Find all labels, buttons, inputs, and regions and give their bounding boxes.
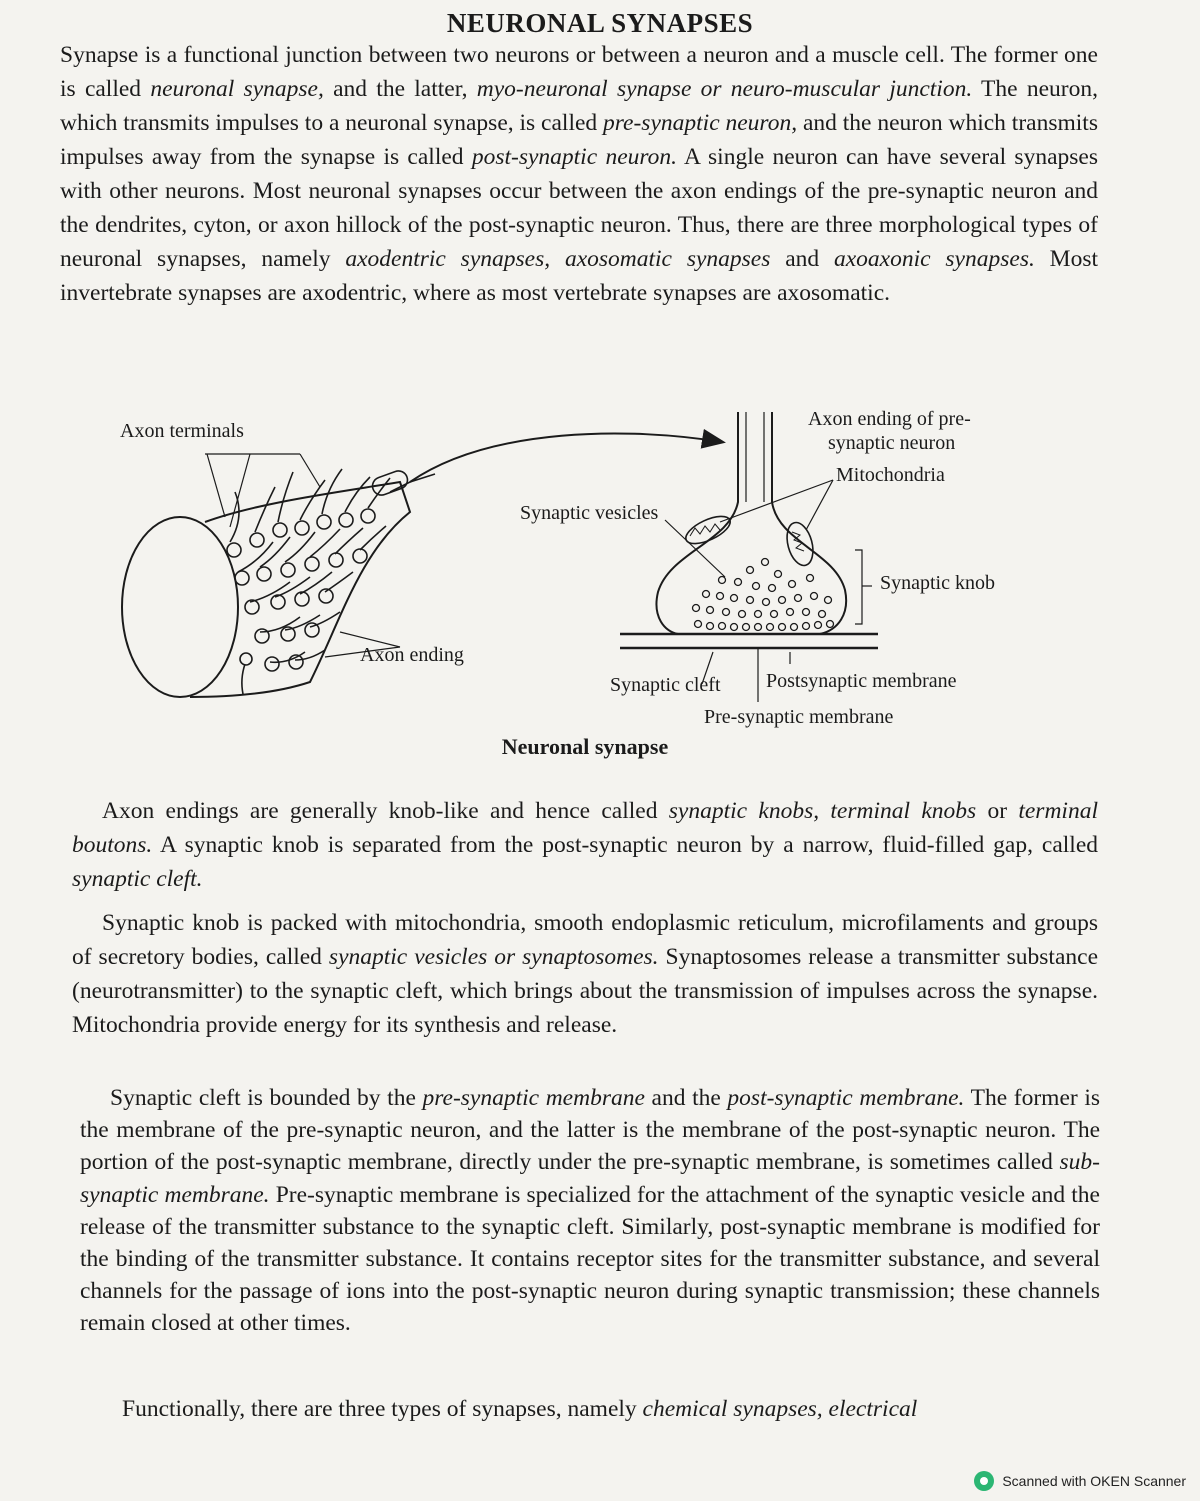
text-run: and bbox=[770, 246, 834, 272]
label-presynaptic-membrane: Pre-synaptic membrane bbox=[704, 706, 894, 728]
text-run: Synapse is a functional junction between two neurons or between a neuron and a muscle cell. The former one is called bbox=[60, 42, 1098, 102]
scanner-watermark bbox=[974, 1471, 1186, 1491]
text-run: Synaptic cleft is bounded by the bbox=[110, 1085, 423, 1111]
text-run: Synaptic knob is packed with mitochondria, smooth endoplasmic reticulum, microfilaments and groups of secretory bodies, called bbox=[72, 910, 1098, 970]
italic-term: synaptic vesicles or synaptosomes. bbox=[328, 944, 659, 970]
text-run: and the neuron which transmits impulses away from the synapse is called bbox=[60, 110, 1098, 170]
label-axon-terminals: Axon terminals bbox=[120, 420, 244, 442]
text-run: Most invertebrate synapses are axodentric, where as most vertebrate synapses are axosomatic. bbox=[60, 246, 1099, 306]
page-title: NEURONAL SYNAPSES bbox=[446, 8, 754, 38]
text-run: and the latter, bbox=[323, 76, 477, 102]
paragraph-synaptic-knob-contents bbox=[72, 906, 1098, 1042]
scanner-text: Scanned with OKEN Scanner bbox=[1002, 1473, 1186, 1489]
text-run: Pre-synaptic membrane is specialized for the attachment of the synaptic vesicle and the release of the transmitter substance to the synaptic cleft. Similarly, post-synaptic membrane is modified for the binding of the transmitter substance. It contains receptor sites for the transmitter substance, and several channels for the passage of ions into the post-synaptic neuron during synaptic transmission; these channels remain closed at other times. bbox=[80, 1181, 1100, 1337]
label-axon-ending-pre-line1: Axon ending of pre- bbox=[808, 408, 971, 430]
italic-term: pre-synaptic membrane bbox=[422, 1085, 645, 1111]
pointer-arrow bbox=[410, 433, 722, 482]
text-run: The former is the membrane of the pre-synaptic neuron, and the latter is the membrane of the post-synaptic neuron. The portion of the post-synaptic membrane, directly under the pre-synaptic membrane, is sometimes called bbox=[80, 1085, 1101, 1176]
neuronal-synapse-figure bbox=[110, 402, 1070, 782]
italic-term: terminal boutons. bbox=[72, 798, 1098, 858]
label-axon-ending-pre-line2: synaptic neuron bbox=[828, 432, 956, 454]
italic-term: axoaxonic synapses. bbox=[834, 246, 1035, 272]
italic-term: synaptic knobs, terminal knobs bbox=[668, 798, 977, 824]
text-run: The neuron, which transmits impulses to a neuronal synapse, is called bbox=[60, 76, 1098, 136]
label-axon-ending: Axon ending bbox=[360, 644, 464, 666]
text-run: and the bbox=[644, 1085, 728, 1111]
text-run: A synaptic knob is separated from the post-synaptic neuron by a narrow, fluid-filled gap, called bbox=[152, 832, 1098, 858]
italic-term: post-synaptic membrane. bbox=[727, 1085, 965, 1111]
label-synaptic-cleft: Synaptic cleft bbox=[610, 674, 721, 696]
italic-term: neuronal synapse, bbox=[150, 76, 324, 102]
italic-term: synaptic cleft. bbox=[72, 866, 203, 892]
paragraph-intro bbox=[60, 38, 1098, 310]
label-mitochondria: Mitochondria bbox=[836, 464, 945, 486]
paragraph-synaptic-cleft bbox=[80, 1082, 1100, 1340]
text-run: A single neuron can have several synapses with other neurons. Most neuronal synapses occur between the axon endings of the pre-synaptic neuron and the dendrites, cyton, or axon hillock of the post-synaptic neuron. Thus, there are three morphological types of neuronal synapses, namely bbox=[60, 144, 1098, 272]
synaptic-vesicles-drawing bbox=[693, 559, 834, 631]
text-run: or bbox=[976, 798, 1019, 824]
label-postsynaptic-membrane: Postsynaptic membrane bbox=[766, 670, 957, 692]
text-run: Axon endings are generally knob-like and hence called bbox=[102, 798, 669, 824]
text-run: Synaptosomes release a transmitter substance (neurotransmitter) to the synaptic cleft, which brings about the transmission of impulses across the synapse. Mitochondria provide energy for its synthesis and release. bbox=[72, 944, 1098, 1038]
italic-term: pre-synaptic neuron, bbox=[603, 110, 798, 136]
paragraph-synaptic-knobs bbox=[72, 794, 1098, 896]
scanner-logo-icon bbox=[974, 1471, 994, 1491]
label-synaptic-vesicles: Synaptic vesicles bbox=[520, 502, 659, 524]
label-synaptic-knob: Synaptic knob bbox=[880, 572, 995, 594]
paragraph-functional-types bbox=[122, 1392, 1100, 1426]
italic-term: post-synaptic neuron. bbox=[471, 144, 678, 170]
figure-caption: Neuronal synapse bbox=[501, 734, 669, 759]
italic-term: sub-synaptic membrane. bbox=[80, 1149, 1100, 1208]
italic-term: chemical synapses, electrical bbox=[642, 1396, 918, 1422]
italic-term: myo-neuronal synapse or neuro-muscular junction. bbox=[476, 76, 973, 102]
text-run: Functionally, there are three types of synapses, namely bbox=[122, 1396, 643, 1422]
synaptic-knob-drawing bbox=[620, 412, 878, 702]
italic-term: axodentric synapses, axosomatic synapses bbox=[345, 246, 771, 272]
